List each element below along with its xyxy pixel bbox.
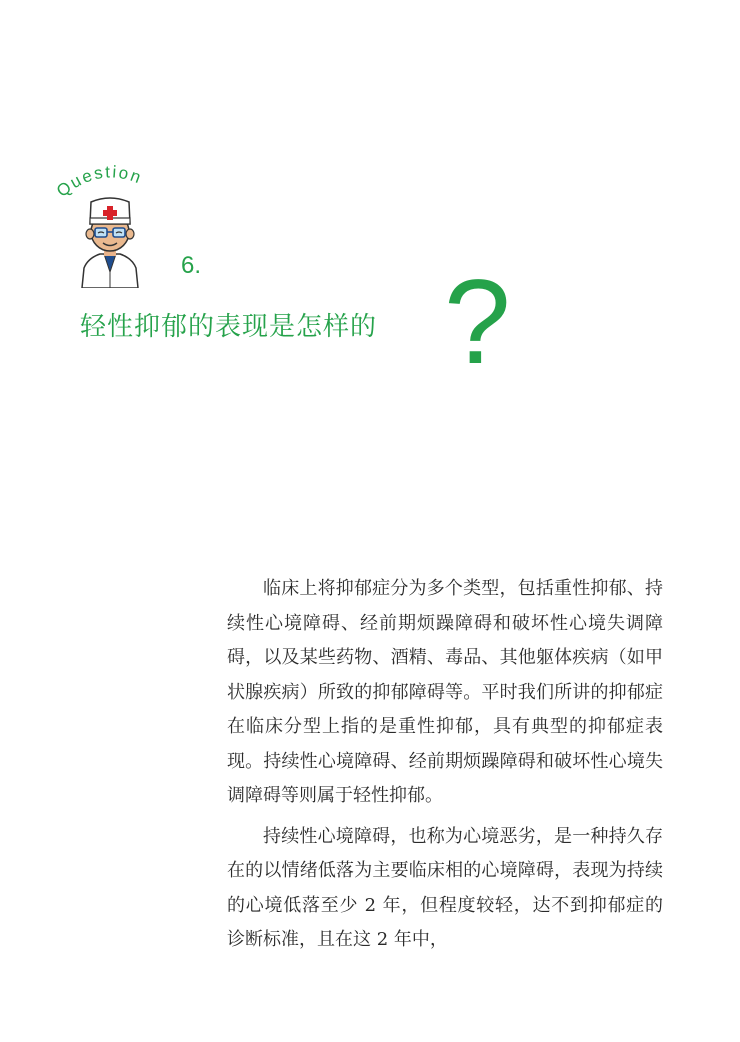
doctor-avatar-icon (74, 192, 146, 288)
body-text (227, 572, 663, 964)
question-arc-text: Question (52, 162, 146, 201)
paragraph-1: 临床上将抑郁症分为多个类型，包括重性抑郁、持续性心境障碍、经前期烦躁障碍和破坏性心境失调障碍，以及某些药物、酒精、毒品、其他躯体疾病（如甲状腺疾病）所致的抑郁障碍等。平时我们所讲的抑郁症在临床分型上指的是重性抑郁，具有典型的抑郁症表现。持续性心境障碍、经前期烦躁障碍和破坏性心境失调障碍等则属于轻性抑郁。 (227, 578, 663, 806)
question-number: 6. (181, 252, 202, 279)
question-mark: ? (444, 255, 511, 389)
paragraph-2: 持续性心境障碍，也称为心境恶劣，是一种持久存在的以情绪低落为主要临床相的心境障碍，表现为持续的心境低落至少 2 年，但程度较轻，达不到抑郁症的诊断标准，且在这 2 年中， (227, 825, 663, 950)
question-title: 轻性抑郁的表现是怎样的 (80, 312, 378, 342)
